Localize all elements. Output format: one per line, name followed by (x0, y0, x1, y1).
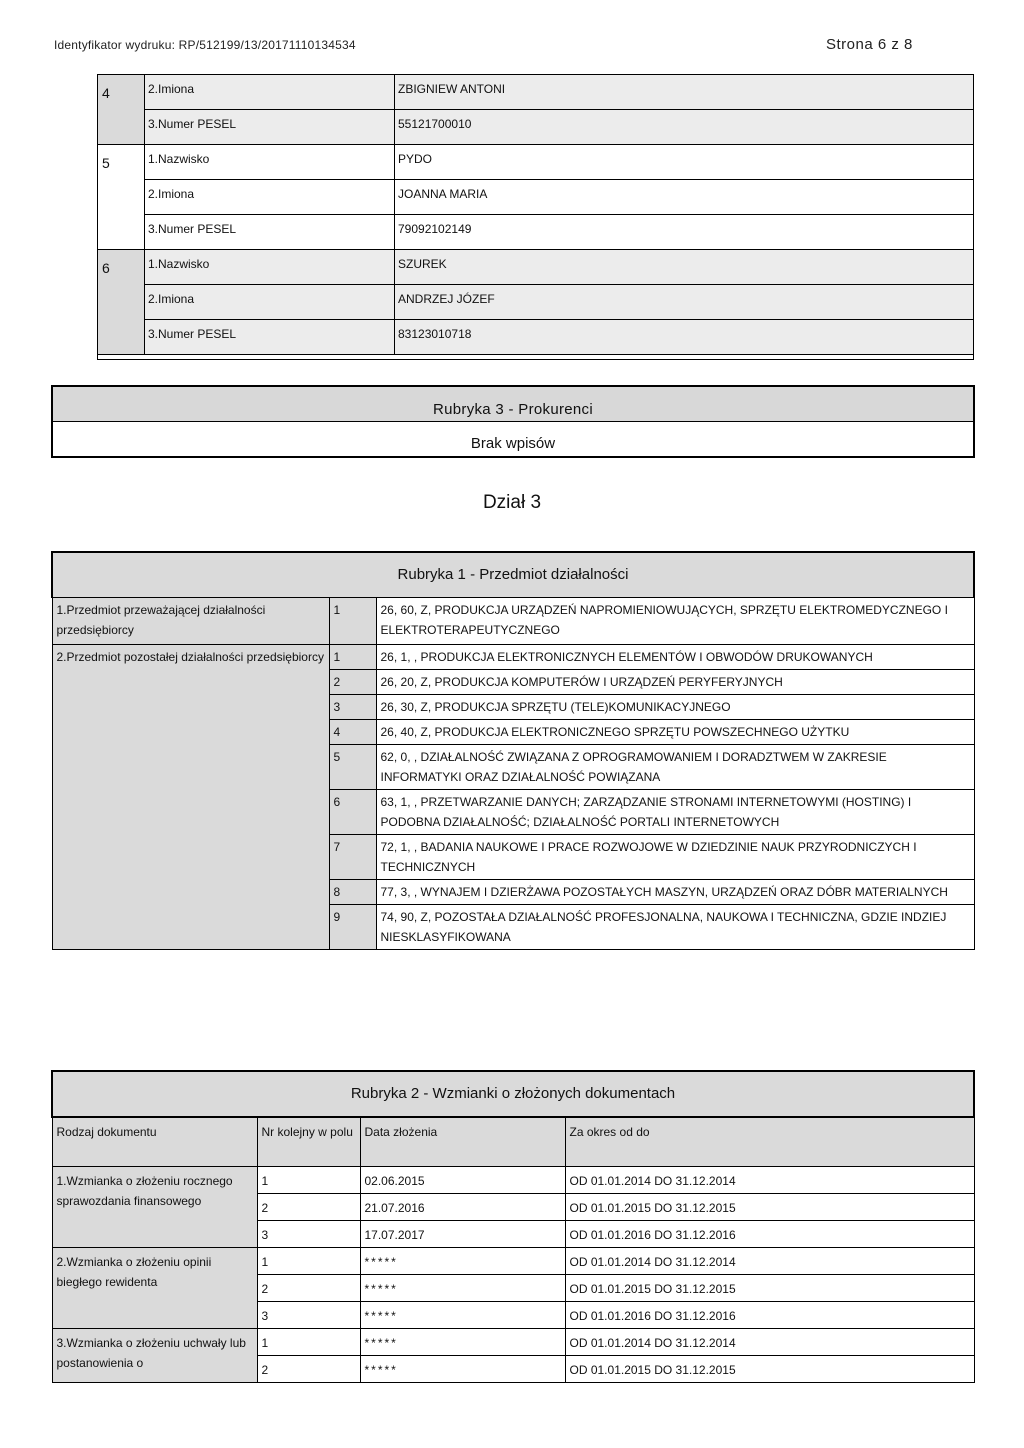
row-number: 7 (329, 835, 376, 880)
partner-number: 4 (98, 75, 145, 145)
other-activity-label: 2.Przedmiot pozostałej działalności przedsiębiorcy (52, 645, 329, 950)
document-period: OD 01.01.2014 DO 31.12.2014 (565, 1167, 974, 1194)
field-value: ZBIGNIEW ANTONI (395, 75, 974, 110)
section-title: Rubryka 3 - Prokurenci (53, 387, 973, 422)
section-title: Rubryka 2 - Wzmianki o złożonych dokumentach (52, 1071, 974, 1117)
document-date: ***** (360, 1248, 565, 1275)
column-header: Rodzaj dokumentu (52, 1117, 257, 1167)
row-number: 8 (329, 880, 376, 905)
field-label: 3.Numer PESEL (145, 320, 395, 355)
row-number: 4 (329, 720, 376, 745)
row-number: 2 (329, 670, 376, 695)
document-period: OD 01.01.2015 DO 31.12.2015 (565, 1194, 974, 1221)
field-value: JOANNA MARIA (395, 180, 974, 215)
table-footer-spacer (98, 355, 974, 360)
partners-table (97, 74, 974, 360)
row-number: 3 (329, 695, 376, 720)
page-number: Strona 6 z 8 (826, 36, 913, 53)
row-number: 1 (329, 645, 376, 670)
partner-number: 5 (98, 145, 145, 250)
document-nr: 1 (257, 1248, 360, 1275)
activity-text: 74, 90, Z, POZOSTAŁA DZIAŁALNOŚĆ PROFESJONALNA, NAUKOWA I TECHNICZNA, GDZIE INDZIEJ NIESKLASYFIKOWANA (376, 905, 974, 950)
document-nr: 2 (257, 1356, 360, 1383)
document-period: OD 01.01.2015 DO 31.12.2015 (565, 1356, 974, 1383)
field-value: SZUREK (395, 250, 974, 285)
main-activity-label: 1.Przedmiot przeważającej działalności przedsiębiorcy (52, 598, 329, 645)
column-header: Data złożenia (360, 1117, 565, 1167)
activity-text: 26, 40, Z, PRODUKCJA ELEKTRONICZNEGO SPRZĘTU POWSZECHNEGO UŻYTKU (376, 720, 974, 745)
document-period: OD 01.01.2015 DO 31.12.2015 (565, 1275, 974, 1302)
field-value: PYDO (395, 145, 974, 180)
field-label: 1.Nazwisko (145, 250, 395, 285)
document-period: OD 01.01.2014 DO 31.12.2014 (565, 1248, 974, 1275)
rubryka3-section (51, 385, 975, 458)
activity-text: 26, 20, Z, PRODUKCJA KOMPUTERÓW I URZĄDZEŃ PERYFERYJNYCH (376, 670, 974, 695)
print-identifier: Identyfikator wydruku: RP/512199/13/20171110134534 (54, 38, 356, 52)
document-nr: 2 (257, 1194, 360, 1221)
document-period: OD 01.01.2016 DO 31.12.2016 (565, 1221, 974, 1248)
document-date: ***** (360, 1275, 565, 1302)
document-nr: 3 (257, 1302, 360, 1329)
activity-text: 77, 3, , WYNAJEM I DZIERŻAWA POZOSTAŁYCH MASZYN, URZĄDZEŃ ORAZ DÓBR MATERIALNYCH (376, 880, 974, 905)
activities-table (51, 551, 975, 950)
row-number: 1 (329, 598, 376, 645)
document-date: 17.07.2017 (360, 1221, 565, 1248)
document-type-label: 1.Wzmianka o złożeniu rocznego sprawozdania finansowego (52, 1167, 257, 1248)
activity-text: 62, 0, , DZIAŁALNOŚĆ ZWIĄZANA Z OPROGRAMOWANIEM I DORADZTWEM W ZAKRESIE INFORMATYKI ORAZ DZIAŁALNOŚĆ POWIĄZANA (376, 745, 974, 790)
document-date: 02.06.2015 (360, 1167, 565, 1194)
field-label: 3.Numer PESEL (145, 110, 395, 145)
field-value: 83123010718 (395, 320, 974, 355)
field-value: 55121700010 (395, 110, 974, 145)
documents-table (51, 1070, 975, 1383)
section-heading: Dział 3 (482, 492, 542, 513)
activity-text: 26, 60, Z, PRODUKCJA URZĄDZEŃ NAPROMIENIOWUJĄCYCH, SPRZĘTU ELEKTROMEDYCZNEGO I ELEKTROTERAPEUTYCZNEGO (376, 598, 974, 645)
document-type-label: 2.Wzmianka o złożeniu opinii biegłego rewidenta (52, 1248, 257, 1329)
empty-entries-text: Brak wpisów (53, 422, 973, 456)
row-number: 6 (329, 790, 376, 835)
document-date: ***** (360, 1356, 565, 1383)
field-label: 2.Imiona (145, 180, 395, 215)
activity-text: 63, 1, , PRZETWARZANIE DANYCH; ZARZĄDZANIE STRONAMI INTERNETOWYMI (HOSTING) I PODOBNA DZIAŁALNOŚĆ; DZIAŁALNOŚĆ PORTALI INTERNETOWYCH (376, 790, 974, 835)
field-label: 1.Nazwisko (145, 145, 395, 180)
field-label: 2.Imiona (145, 75, 395, 110)
activity-text: 72, 1, , BADANIA NAUKOWE I PRACE ROZWOJOWE W DZIEDZINIE NAUK PRZYRODNICZYCH I TECHNICZNYCH (376, 835, 974, 880)
document-period: OD 01.01.2016 DO 31.12.2016 (565, 1302, 974, 1329)
section-title: Rubryka 1 - Przedmiot działalności (52, 552, 974, 598)
document-nr: 2 (257, 1275, 360, 1302)
document-nr: 3 (257, 1221, 360, 1248)
document-date: 21.07.2016 (360, 1194, 565, 1221)
document-period: OD 01.01.2014 DO 31.12.2014 (565, 1329, 974, 1356)
document-nr: 1 (257, 1329, 360, 1356)
row-number: 9 (329, 905, 376, 950)
field-label: 2.Imiona (145, 285, 395, 320)
document-nr: 1 (257, 1167, 360, 1194)
field-value: 79092102149 (395, 215, 974, 250)
field-value: ANDRZEJ JÓZEF (395, 285, 974, 320)
field-label: 3.Numer PESEL (145, 215, 395, 250)
row-number: 5 (329, 745, 376, 790)
activity-text: 26, 1, , PRODUKCJA ELEKTRONICZNYCH ELEMENTÓW I OBWODÓW DRUKOWANYCH (376, 645, 974, 670)
activity-text: 26, 30, Z, PRODUKCJA SPRZĘTU (TELE)KOMUNIKACYJNEGO (376, 695, 974, 720)
document-date: ***** (360, 1329, 565, 1356)
partner-number: 6 (98, 250, 145, 355)
column-header: Nr kolejny w polu (257, 1117, 360, 1167)
column-header: Za okres od do (565, 1117, 974, 1167)
document-date: ***** (360, 1302, 565, 1329)
document-type-label: 3.Wzmianka o złożeniu uchwały lub postanowienia o (52, 1329, 257, 1383)
